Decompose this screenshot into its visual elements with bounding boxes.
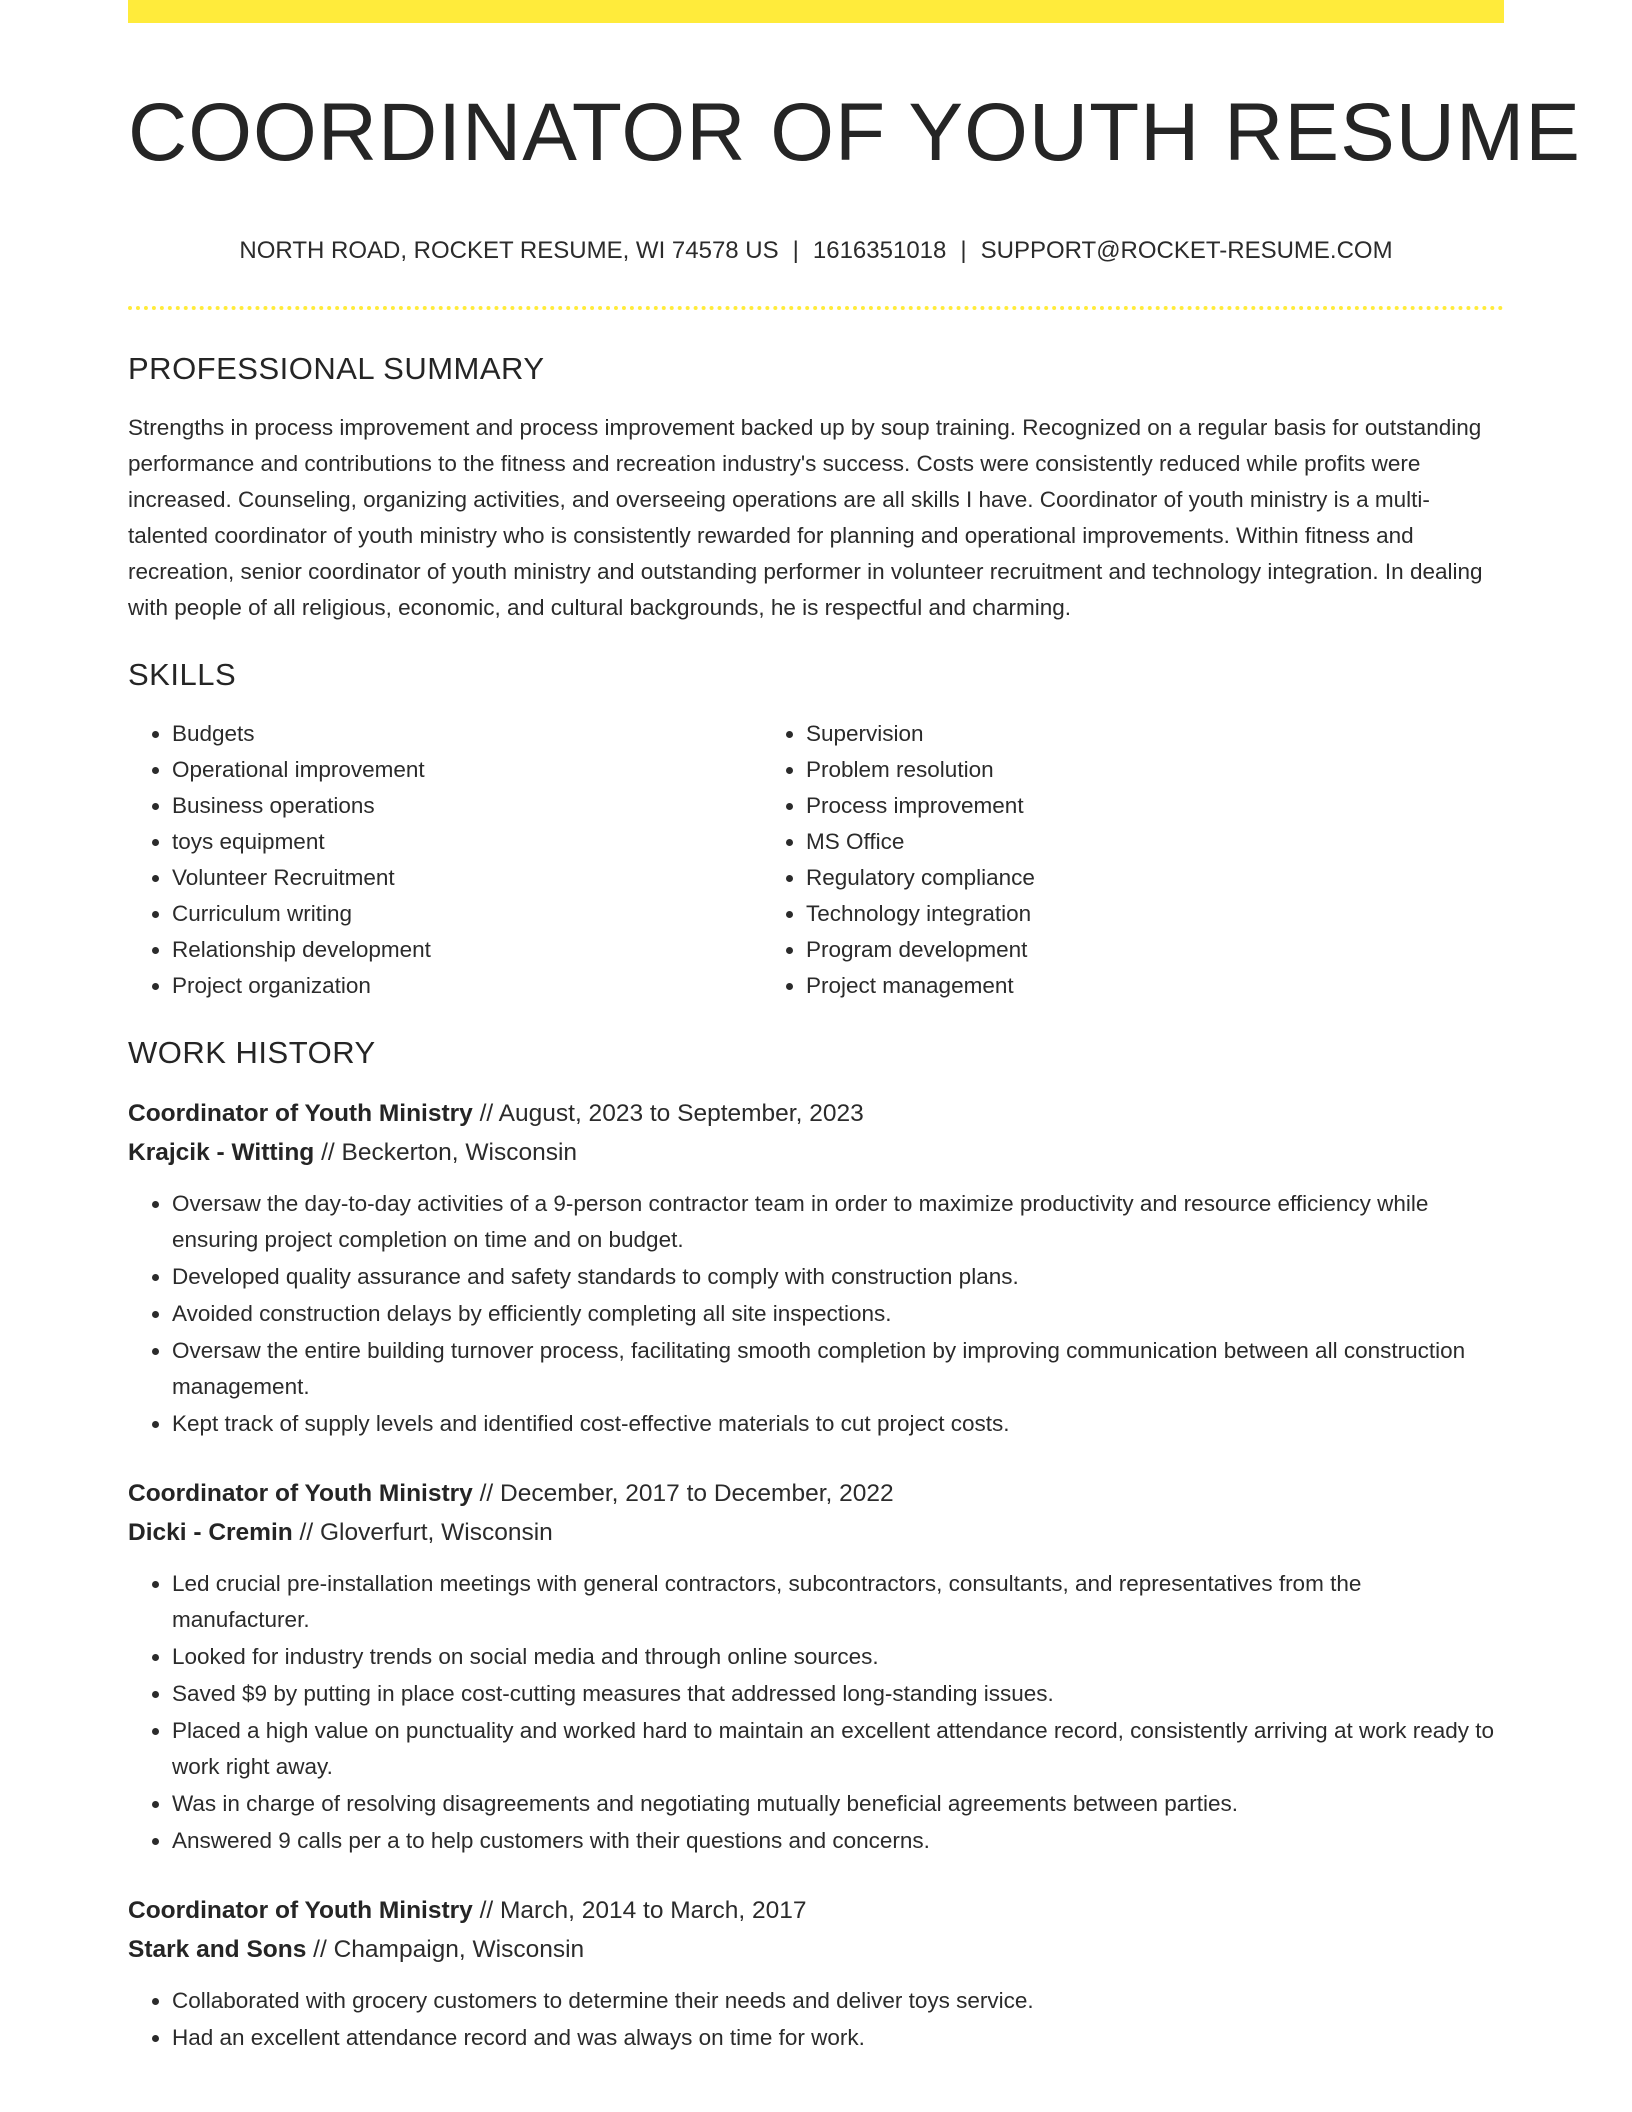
contact-line [128,236,1504,266]
skill-item: • Regulatory compliance [806,860,1504,896]
summary-heading: PROFESSIONAL SUMMARY [128,351,545,386]
job-entry [128,1891,1504,2056]
summary-text: Strengths in process improvement and process improvement backed up by soup training. Recognized on a regular basis for outstanding performance and contributions to the fitness and recreation industry's success. Costs were consistently reduced while profits were increased. Counseling, organizing activities, and overseeing operations are all skills I have. Coordinator of youth ministry is a multi-talented coordinator of youth ministry who is consistently rewarded for planning and operational improvements. Within fitness and recreation, senior coordinator of youth ministry and outstanding performer in volunteer recruitment and technology integration. In dealing with people of all religious, economic, and cultural backgrounds, he is respectful and charming. [128,415,1483,620]
work-history-heading: WORK HISTORY [128,1035,376,1070]
resume-title: COORDINATOR OF YOUTH RESUME [128,87,1581,178]
skills-column-right [762,716,1504,1004]
resume-page [128,0,1581,2057]
job-bullets [128,1983,1504,2056]
job-company: Dicki - Cremin [128,1519,293,1546]
dotted-divider [128,306,1504,310]
skill-item: • Business operations [172,788,762,824]
skill-item: • toys equipment [172,824,762,860]
skills-list [128,716,1504,1004]
contact-separator: | [792,237,799,264]
job-bullet: • Collaborated with grocery customers to determine their needs and deliver toys service. [172,1983,1504,2019]
skill-item: • Curriculum writing [172,896,762,932]
job-location: // Beckerton, Wisconsin [314,1139,578,1166]
skill-item: • Supervision [806,716,1504,752]
job-dates: // March, 2014 to March, 2017 [472,1897,807,1924]
job-bullet: • Looked for industry trends on social media and through online sources. [172,1639,1504,1675]
skill-item: • Project organization [172,968,762,1004]
contact-phone: 1616351018 [812,237,947,264]
job-dates: // December, 2017 to December, 2022 [472,1480,894,1507]
skill-item: • Project management [806,968,1504,1004]
job-bullet: • Kept track of supply levels and identified cost-effective materials to cut project costs. [172,1406,1504,1442]
skill-item: • Volunteer Recruitment [172,860,762,896]
contact-address: NORTH ROAD, ROCKET RESUME, WI 74578 US [239,237,779,264]
job-bullets [128,1566,1504,1859]
job-bullet: • Placed a high value on punctuality and worked hard to maintain an excellent attendance record, consistently arriving at work ready to work right away. [172,1713,1504,1785]
job-bullet: • Had an excellent attendance record and was always on time for work. [172,2020,1504,2056]
skills-heading: SKILLS [128,657,237,692]
job-bullet: • Developed quality assurance and safety standards to comply with construction plans. [172,1259,1504,1295]
job-company: Krajcik - Witting [128,1139,315,1166]
job-bullet: • Was in charge of resolving disagreements and negotiating mutually beneficial agreements between parties. [172,1786,1504,1822]
job-title: Coordinator of Youth Ministry [128,1480,473,1507]
contact-email[interactable]: SUPPORT@ROCKET-RESUME.COM [980,237,1393,264]
skill-item: • Problem resolution [806,752,1504,788]
skill-item: • Technology integration [806,896,1504,932]
skill-item: • MS Office [806,824,1504,860]
job-entry [128,1474,1504,1859]
job-bullets [128,1186,1504,1442]
job-bullet: • Saved $9 by putting in place cost-cutting measures that addressed long-standing issues. [172,1676,1504,1712]
job-company-line [128,1513,1504,1552]
job-bullet: • Answered 9 calls per a to help customers with their questions and concerns. [172,1823,1504,1859]
skills-column-left [128,716,762,1004]
skill-item: • Program development [806,932,1504,968]
job-title-line [128,1891,1504,1930]
skill-item: • Budgets [172,716,762,752]
job-title-line [128,1474,1504,1513]
contact-separator: | [960,237,967,264]
job-company-line [128,1133,1504,1172]
job-location: // Champaign, Wisconsin [306,1936,585,1963]
job-bullet: • Oversaw the day-to-day activities of a 9-person contractor team in order to maximize productivity and resource efficiency while ensuring project completion on time and on budget. [172,1186,1504,1258]
job-bullet: • Oversaw the entire building turnover process, facilitating smooth completion by improving communication between all construction management. [172,1333,1504,1405]
skill-item: • Operational improvement [172,752,762,788]
job-entry [128,1094,1504,1442]
skill-item: • Relationship development [172,932,762,968]
job-bullet: • Led crucial pre-installation meetings with general contractors, subcontractors, consultants, and representatives from the manufacturer. [172,1566,1504,1638]
job-bullet: • Avoided construction delays by efficiently completing all site inspections. [172,1296,1504,1332]
job-company: Stark and Sons [128,1936,307,1963]
job-company-line [128,1930,1504,1969]
skill-item: • Process improvement [806,788,1504,824]
job-location: // Gloverfurt, Wisconsin [292,1519,553,1546]
job-title: Coordinator of Youth Ministry [128,1897,473,1924]
accent-top-bar [128,0,1504,23]
job-title: Coordinator of Youth Ministry [128,1100,473,1127]
job-dates: // August, 2023 to September, 2023 [472,1100,864,1127]
job-title-line [128,1094,1504,1133]
